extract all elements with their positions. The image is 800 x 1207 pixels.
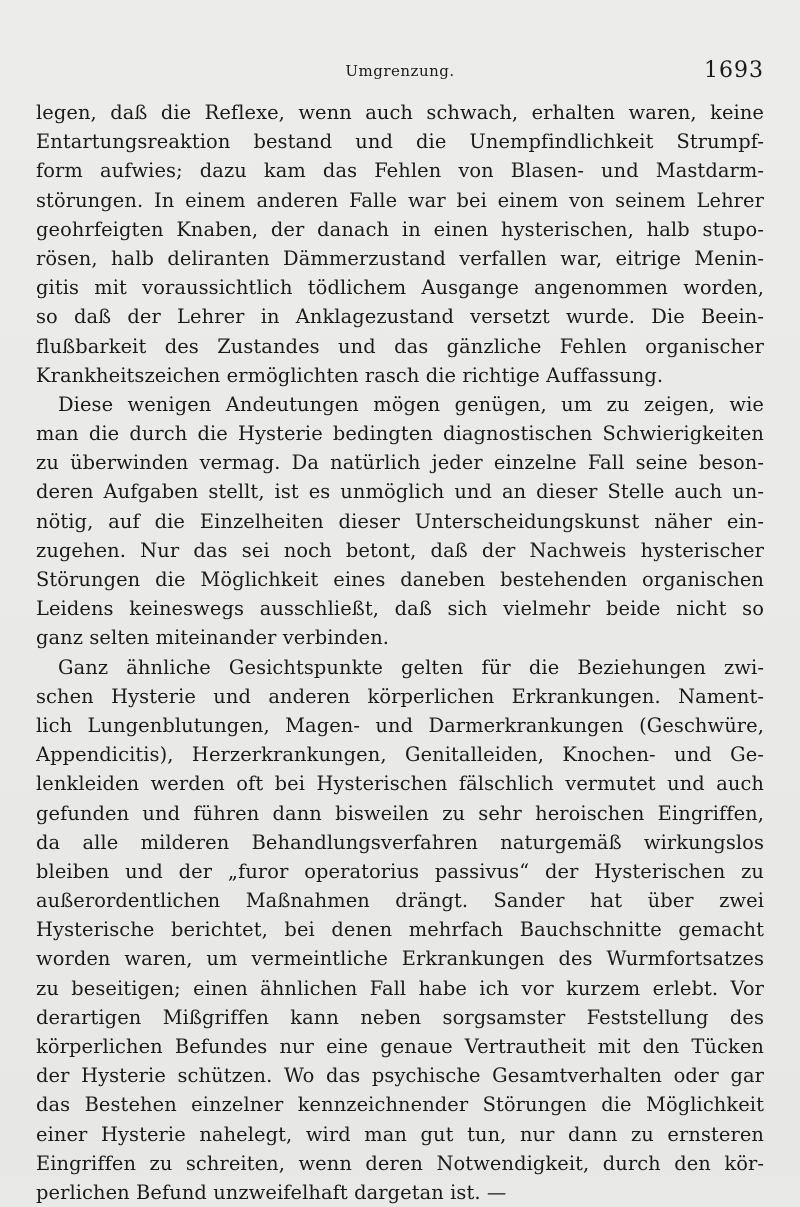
- text-line: schen Hysterie und anderen körperlichen Erkrankungen. Nament-: [36, 684, 764, 708]
- text-line: gitis mit voraussichtlich tödlichem Ausgange angenommen worden,: [36, 276, 764, 300]
- text-line: nötig, auf die Einzelheiten dieser Unterscheidungskunst näher ein-: [36, 509, 764, 533]
- text-line: Störungen die Möglichkeit eines daneben bestehenden organischen: [36, 568, 764, 591]
- text-line: einer Hysterie nahelegt, wird man gut tun, nur dann zu ernsteren: [36, 1122, 764, 1146]
- text-line: körperlichen Befundes nur eine genaue Vertrautheit mit den Tücken: [36, 1035, 764, 1058]
- text-line: so daß der Lehrer in Anklagezustand versetzt wurde. Die Beein-: [36, 305, 764, 329]
- text-line: flußbarkeit des Zustandes und das gänzliche Fehlen organischer: [36, 334, 764, 358]
- text-line: Eingriffen zu schreiten, wenn deren Notwendigkeit, durch den kör-: [36, 1151, 764, 1175]
- text-line: perlichen Befund unzweifelhaft dargetan ist. —: [36, 1180, 507, 1204]
- text-line: außerordentlichen Maßnahmen drängt. Sander hat über zwei: [36, 889, 764, 913]
- running-head: [36, 58, 764, 86]
- page-number: 1693: [704, 58, 764, 83]
- text-line: man die durch die Hysterie bedingten diagnostischen Schwierigkeiten: [36, 422, 764, 446]
- text-line: ganz selten miteinander verbinden.: [36, 626, 390, 650]
- text-line: lich Lungenblutungen, Magen- und Darmerkrankungen (Geschwüre,: [36, 713, 764, 737]
- text-line: derartigen Mißgriffen kann neben sorgsamster Feststellung des: [36, 1005, 764, 1029]
- text-line: Ganz ähnliche Gesichtspunkte gelten für die Beziehungen zwi-: [58, 655, 764, 679]
- text-line: der Hysterie schützen. Wo das psychische Gesamtverhalten oder gar: [36, 1064, 764, 1088]
- text-line: deren Aufgaben stellt, ist es unmöglich und an dieser Stelle auch un-: [36, 480, 764, 504]
- text-line: zugehen. Nur das sei noch betont, daß der Nachweis hysterischer: [36, 538, 764, 562]
- text-line: bleiben und der „furor operatorius passivus“ der Hysterischen zu: [36, 859, 764, 883]
- text-line: zu überwinden vermag. Da natürlich jeder einzelne Fall seine beson-: [36, 451, 764, 475]
- text-line: Entartungsreaktion bestand und die Unempfindlichkeit Strumpf-: [36, 130, 764, 154]
- text-line: form aufwies; dazu kam das Fehlen von Blasen- und Mastdarm-: [36, 159, 764, 183]
- text-line: Leidens keineswegs ausschließt, daß sich vielmehr beide nicht so: [36, 597, 764, 621]
- text-line: Hysterische berichtet, bei denen mehrfach Bauchschnitte gemacht: [36, 918, 764, 942]
- text-line: lenkleiden werden oft bei Hysterischen fälschlich vermutet und auch: [36, 772, 764, 796]
- text-line: rösen, halb deliranten Dämmerzustand verfallen war, eitrige Menin-: [36, 246, 764, 270]
- text-line: geohrfeigten Knaben, der danach in einen hysterischen, halb stupo-: [36, 217, 764, 241]
- text-line: da alle milderen Behandlungsverfahren naturgemäß wirkungslos: [36, 830, 764, 854]
- text-line: das Bestehen einzelner kennzeichnender Störungen die Möglichkeit: [36, 1093, 764, 1117]
- text-line: störungen. In einem anderen Falle war bei einem von seinem Lehrer: [36, 188, 764, 212]
- text-line: zu beseitigen; einen ähnlichen Fall habe ich vor kurzem erlebt. Vor: [36, 976, 764, 1000]
- text-line: gefunden und führen dann bisweilen zu sehr heroischen Eingriffen,: [36, 801, 764, 825]
- text-line: worden waren, um vermeintliche Erkrankungen des Wurmfortsatzes: [36, 947, 764, 971]
- text-line: Krankheitszeichen ermöglichten rasch die richtige Auffassung.: [36, 363, 664, 387]
- body-text: [36, 98, 764, 1207]
- text-line: Diese wenigen Andeutungen mögen genügen, um zu zeigen, wie: [58, 392, 764, 416]
- text-line: legen, daß die Reflexe, wenn auch schwach, erhalten waren, keine: [36, 101, 764, 124]
- running-head-title: Umgrenzung.: [345, 62, 455, 80]
- text-line: Appendicitis), Herzerkrankungen, Genitalleiden, Knochen- und Ge-: [36, 743, 764, 767]
